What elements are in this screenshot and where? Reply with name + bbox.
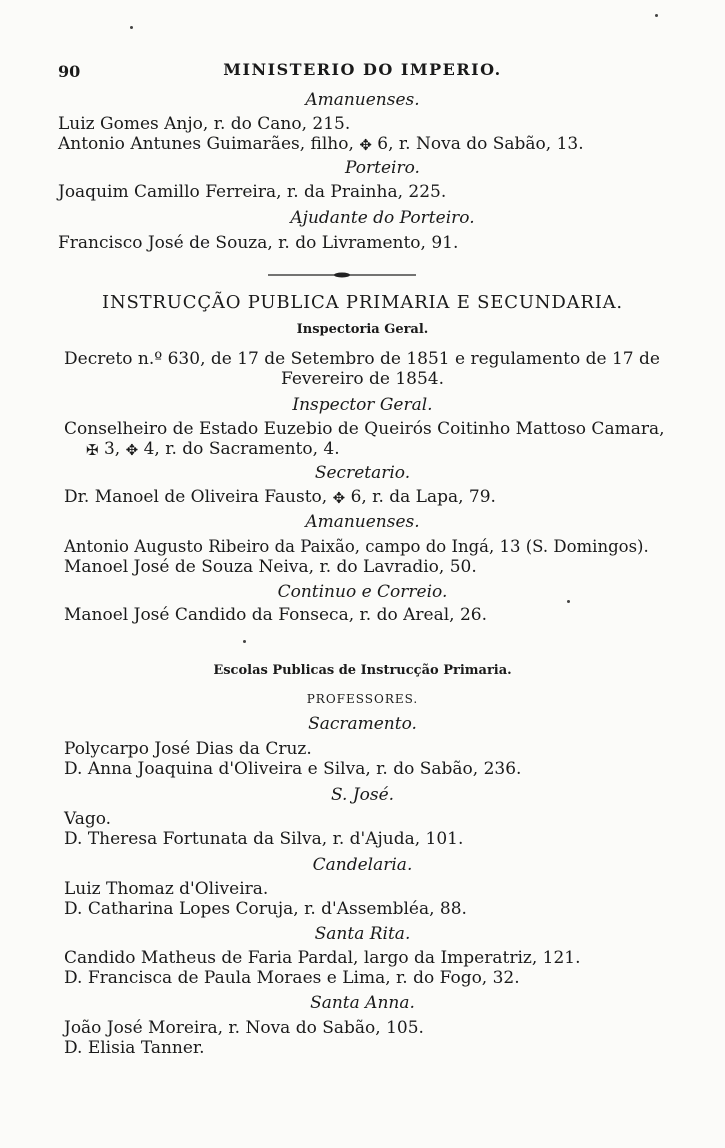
professores-heading: PROFESSORES. <box>306 692 419 706</box>
escolas-title: Escolas Publicas de Instrucção Primaria. <box>213 663 512 678</box>
amanuense-entry: Antonio Augusto Ribeiro da Paixão, campo do Ingá, 13 (S. Domingos). <box>64 537 649 556</box>
entry-text: Dr. Manoel de Oliveira Fausto, <box>64 487 328 507</box>
amanuenses-heading: Amanuenses. <box>305 512 420 532</box>
list-item: Candido Matheus de Faria Pardal, largo da Imperatriz, 121. <box>64 948 581 968</box>
list-item: Polycarpo José Dias da Cruz. <box>64 739 312 759</box>
entry-text: 4, r. do Sacramento, 4. <box>143 439 340 459</box>
parish-heading: S. José. <box>330 785 395 805</box>
inspector-entry: Conselheiro de Estado Euzebio de Queirós Coitinho Mattoso Camara, <box>64 419 665 439</box>
parish-heading: Candelaria. <box>312 855 413 875</box>
scan-speck <box>655 14 658 17</box>
scan-speck <box>567 600 570 603</box>
list-item: D. Theresa Fortunata da Silva, r. d'Ajuda, 101. <box>64 829 464 849</box>
porteiro-heading: Porteiro. <box>345 158 420 178</box>
continuo-heading: Continuo e Correio. <box>277 582 448 602</box>
ornamental-divider <box>268 271 416 279</box>
section-title: INSTRUCÇÃO PUBLICA PRIMARIA E SECUNDARIA. <box>102 292 623 313</box>
continuo-entry: Manoel José Candido da Fonseca, r. do Areal, 26. <box>64 605 487 625</box>
order-rose-icon: ✥ <box>359 136 372 154</box>
porteiro-entry: Joaquim Camillo Ferreira, r. da Prainha, 225. <box>58 182 447 202</box>
amanuense-entry: Manoel José de Souza Neiva, r. do Lavradio, 50. <box>64 557 477 577</box>
inspector-entry <box>86 439 340 460</box>
parish-heading: Sacramento. <box>308 714 417 734</box>
inspector-heading: Inspector Geral. <box>292 395 433 415</box>
amanuenses-heading: Amanuenses. <box>305 90 420 110</box>
entry-text: Antonio Antunes Guimarães, filho, <box>58 134 354 154</box>
amanuense-entry: Luiz Gomes Anjo, r. do Cano, 215. <box>58 114 351 134</box>
scan-speck <box>130 26 133 29</box>
scan-speck <box>243 640 246 643</box>
list-item: D. Anna Joaquina d'Oliveira e Silva, r. do Sabão, 236. <box>64 759 522 779</box>
list-item: Luiz Thomaz d'Oliveira. <box>64 879 269 899</box>
cross-icon: ✠ <box>86 441 99 459</box>
running-head: MINISTERIO DO IMPERIO. <box>223 60 502 79</box>
secretario-entry <box>64 487 496 508</box>
amanuense-entry <box>58 134 584 155</box>
list-item: D. Elisia Tanner. <box>64 1038 205 1058</box>
list-item: D. Catharina Lopes Coruja, r. d'Assembléa, 88. <box>64 899 467 919</box>
list-item: João José Moreira, r. Nova do Sabão, 105. <box>64 1018 424 1038</box>
parish-heading: Santa Anna. <box>310 993 415 1013</box>
parish-heading: Santa Rita. <box>314 924 411 944</box>
section-subtitle: Inspectoria Geral. <box>296 322 429 337</box>
entry-text: 6, r. Nova do Sabão, 13. <box>377 134 584 154</box>
order-rose-icon: ✥ <box>125 441 139 459</box>
list-item: Vago. <box>64 809 112 829</box>
decree-line: Fevereiro de 1854. <box>281 369 444 389</box>
entry-text: 6, r. da Lapa, 79. <box>350 487 496 507</box>
decree-line: Decreto n.º 630, de 17 de Setembro de 1851 e regulamento de 17 de <box>64 349 660 369</box>
page-number: 90 <box>58 62 81 81</box>
ajudante-heading: Ajudante do Porteiro. <box>290 208 475 228</box>
secretario-heading: Secretario. <box>314 463 411 483</box>
order-rose-icon: ✥ <box>332 489 346 507</box>
ajudante-entry: Francisco José de Souza, r. do Livramento, 91. <box>58 233 459 253</box>
list-item: D. Francisca de Paula Moraes e Lima, r. do Fogo, 32. <box>64 968 520 988</box>
entry-text: 3, <box>103 439 121 459</box>
